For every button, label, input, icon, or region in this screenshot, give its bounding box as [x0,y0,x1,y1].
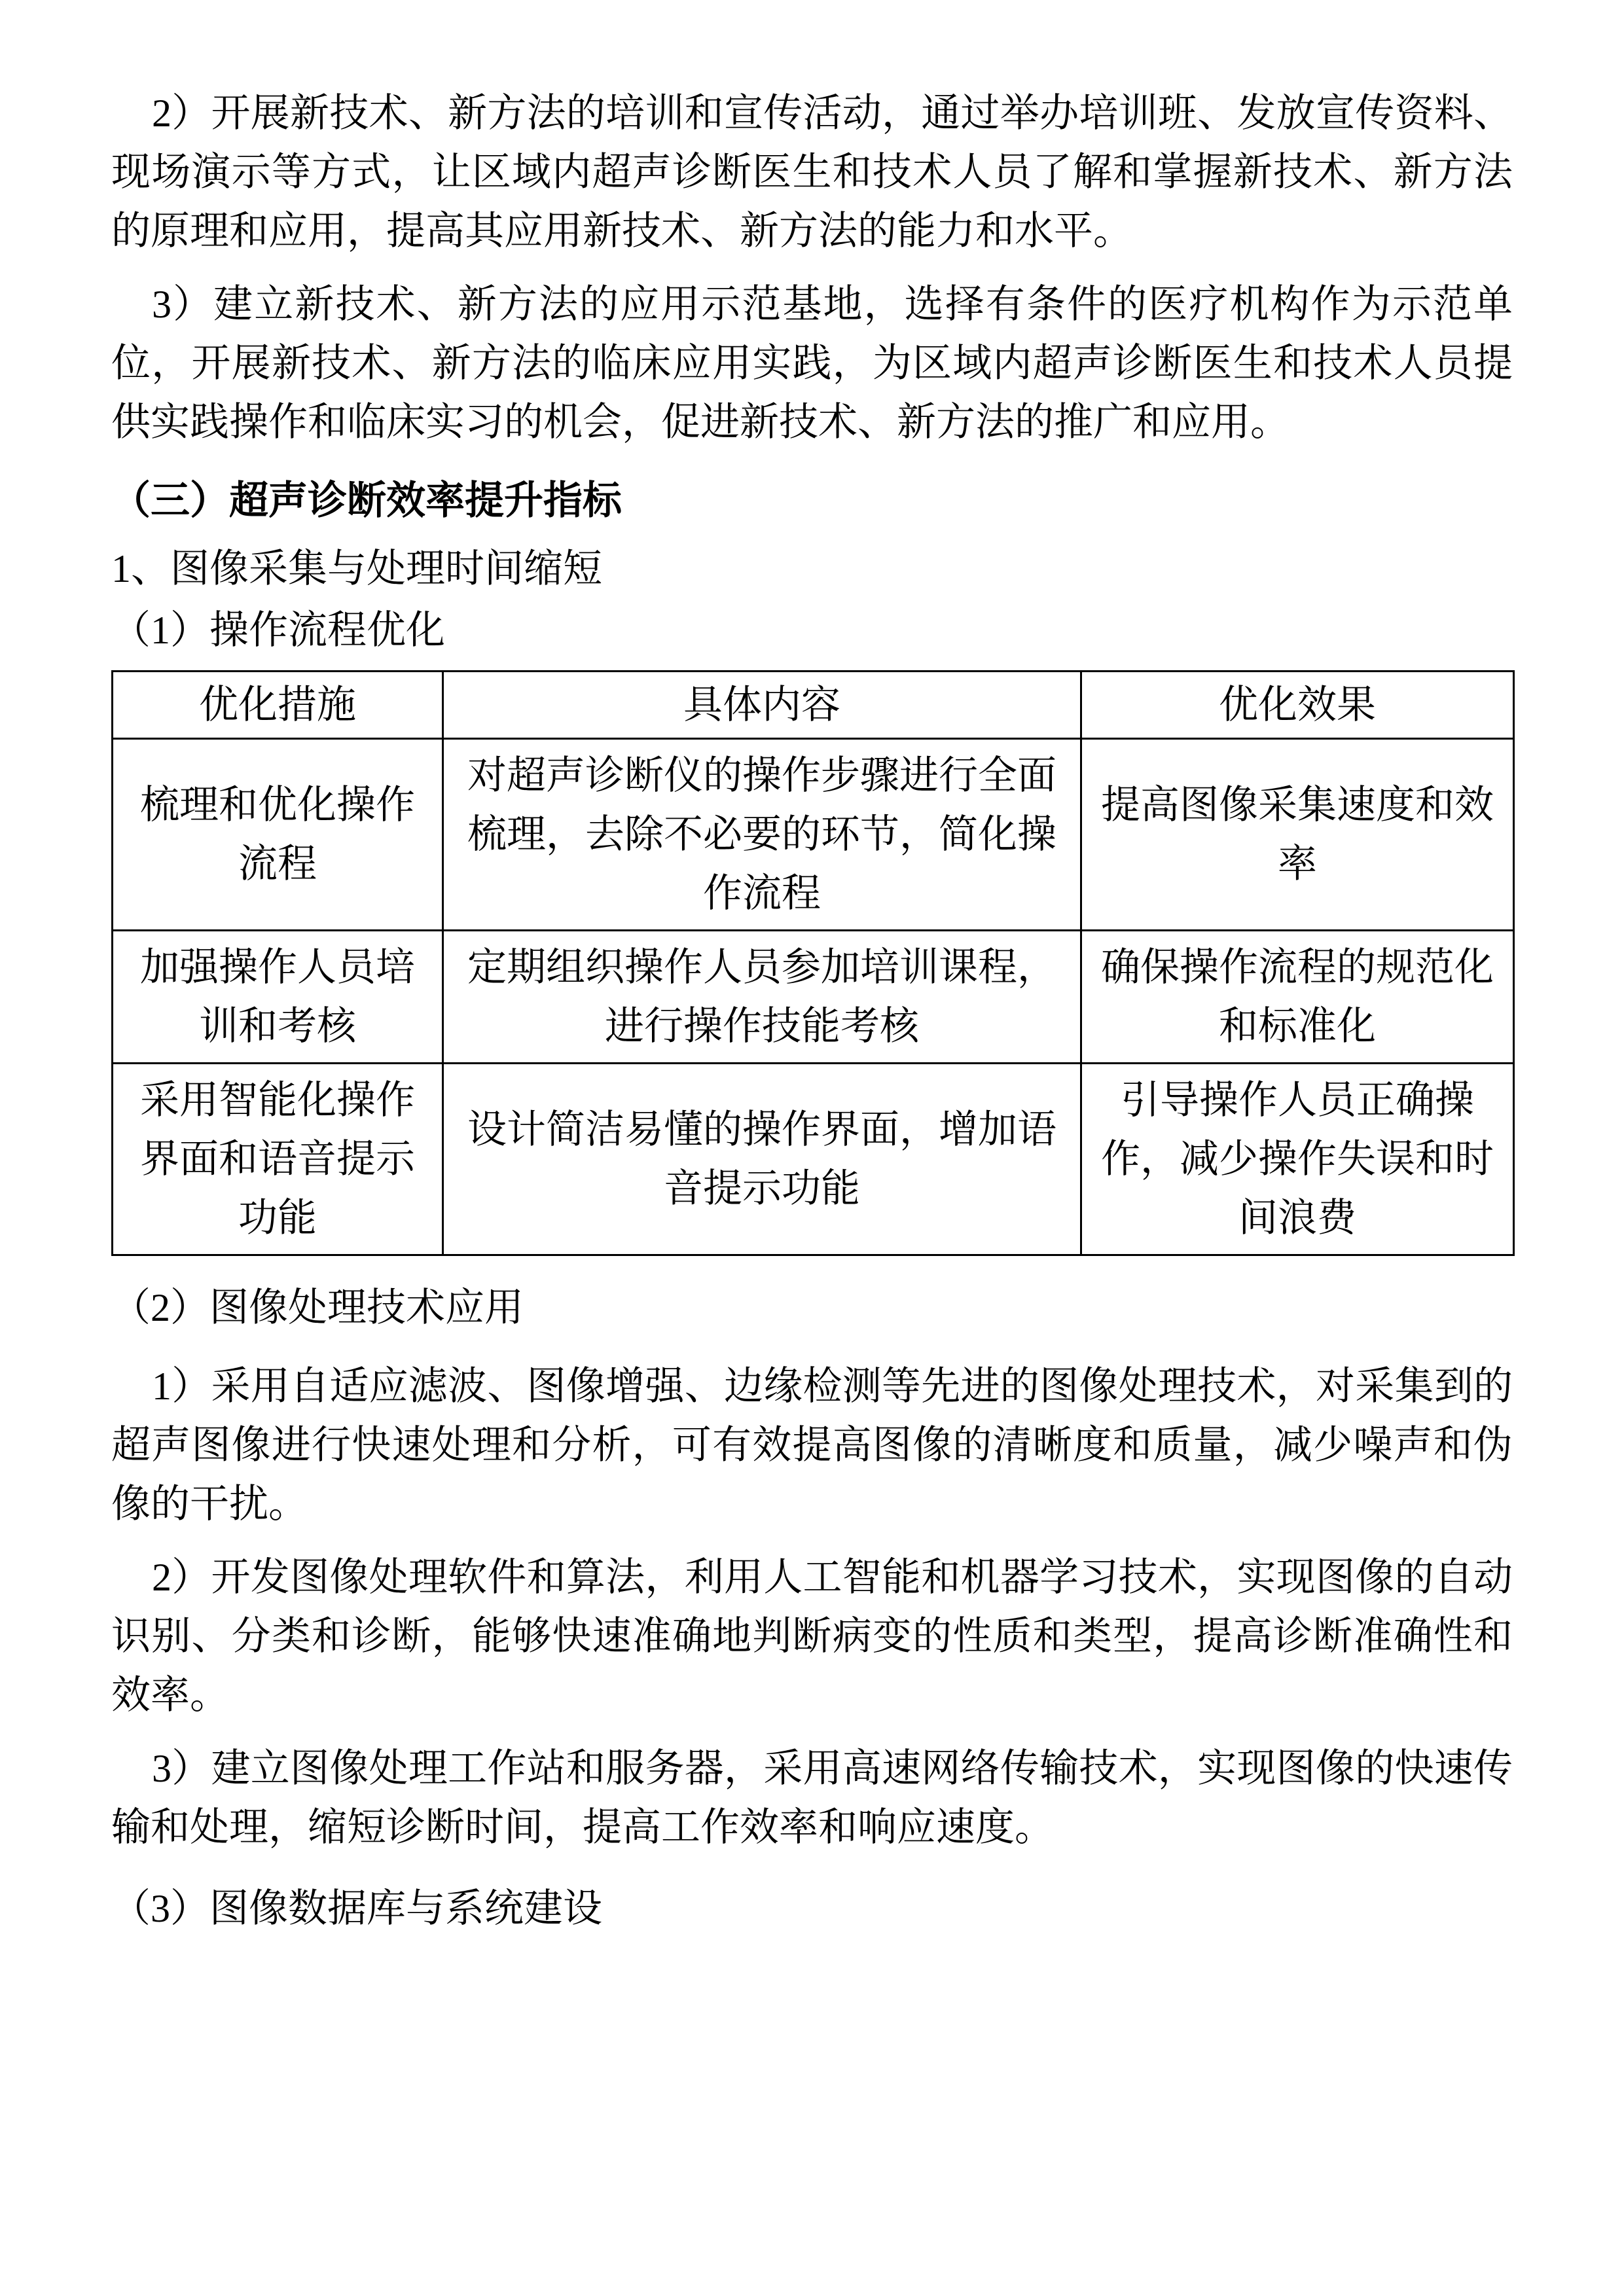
header-specific-content: 具体内容 [443,672,1081,739]
clause-heading-1: （1）操作流程优化 [111,609,445,652]
cell-measure: 加强操作人员培训和考核 [113,931,443,1064]
intro-paragraph-1: 2）开展新技术、新方法的培训和宣传活动，通过举办培训班、发放宣传资料、现场演示等方式，让区域内超声诊断医生和技术人员了解和掌握新技术、新方法的原理和应用，提高其应用新技术、新方法的能力和水平。 [111,92,1513,253]
table-row [113,931,1514,1064]
clause-heading-2: （2）图像处理技术应用 [111,1286,524,1329]
clause-heading-3: （3）图像数据库与系统建设 [111,1887,602,1930]
cell-content: 对超声诊断仪的操作步骤进行全面梳理，去除不必要的环节，简化操作流程 [443,739,1081,931]
table-header-row [113,672,1514,739]
cell-effect: 提高图像采集速度和效率 [1081,739,1514,931]
table-row [113,1064,1514,1255]
cell-effect: 确保操作流程的规范化和标准化 [1081,931,1514,1064]
optimization-table [111,670,1515,1256]
cell-measure: 采用智能化操作界面和语音提示功能 [113,1064,443,1255]
intro-paragraph-2: 3）建立新技术、新方法的应用示范基地，选择有条件的医疗机构作为示范单位，开展新技术、新方法的临床应用实践，为区域内超声诊断医生和技术人员提供实践操作和临床实习的机会，促进新技术、新方法的推广和应用。 [111,283,1513,444]
cell-effect: 引导操作人员正确操作，减少操作失误和时间浪费 [1081,1064,1514,1255]
header-optimization-effect: 优化效果 [1081,672,1514,739]
cell-content: 设计简洁易懂的操作界面，增加语音提示功能 [443,1064,1081,1255]
clause2-paragraph-2: 2）开发图像处理软件和算法，利用人工智能和机器学习技术，实现图像的自动识别、分类和诊断，能够快速准确地判断病变的性质和类型，提高诊断准确性和效率。 [111,1556,1513,1717]
cell-content: 定期组织操作人员参加培训课程，进行操作技能考核 [443,931,1081,1064]
section-heading: （三）超声诊断效率提升指标 [111,479,622,522]
table-row [113,739,1514,931]
header-optimization-measure: 优化措施 [113,672,443,739]
clause2-paragraph-3: 3）建立图像处理工作站和服务器，采用高速网络传输技术，实现图像的快速传输和处理，缩短诊断时间，提高工作效率和响应速度。 [111,1747,1513,1849]
numbered-subheading: 1、图像采集与处理时间缩短 [111,547,602,590]
cell-measure: 梳理和优化操作流程 [113,739,443,931]
clause2-paragraph-1: 1）采用自适应滤波、图像增强、边缘检测等先进的图像处理技术，对采集到的超声图像进行快速处理和分析，可有效提高图像的清晰度和质量，减少噪声和伪像的干扰。 [111,1365,1513,1526]
